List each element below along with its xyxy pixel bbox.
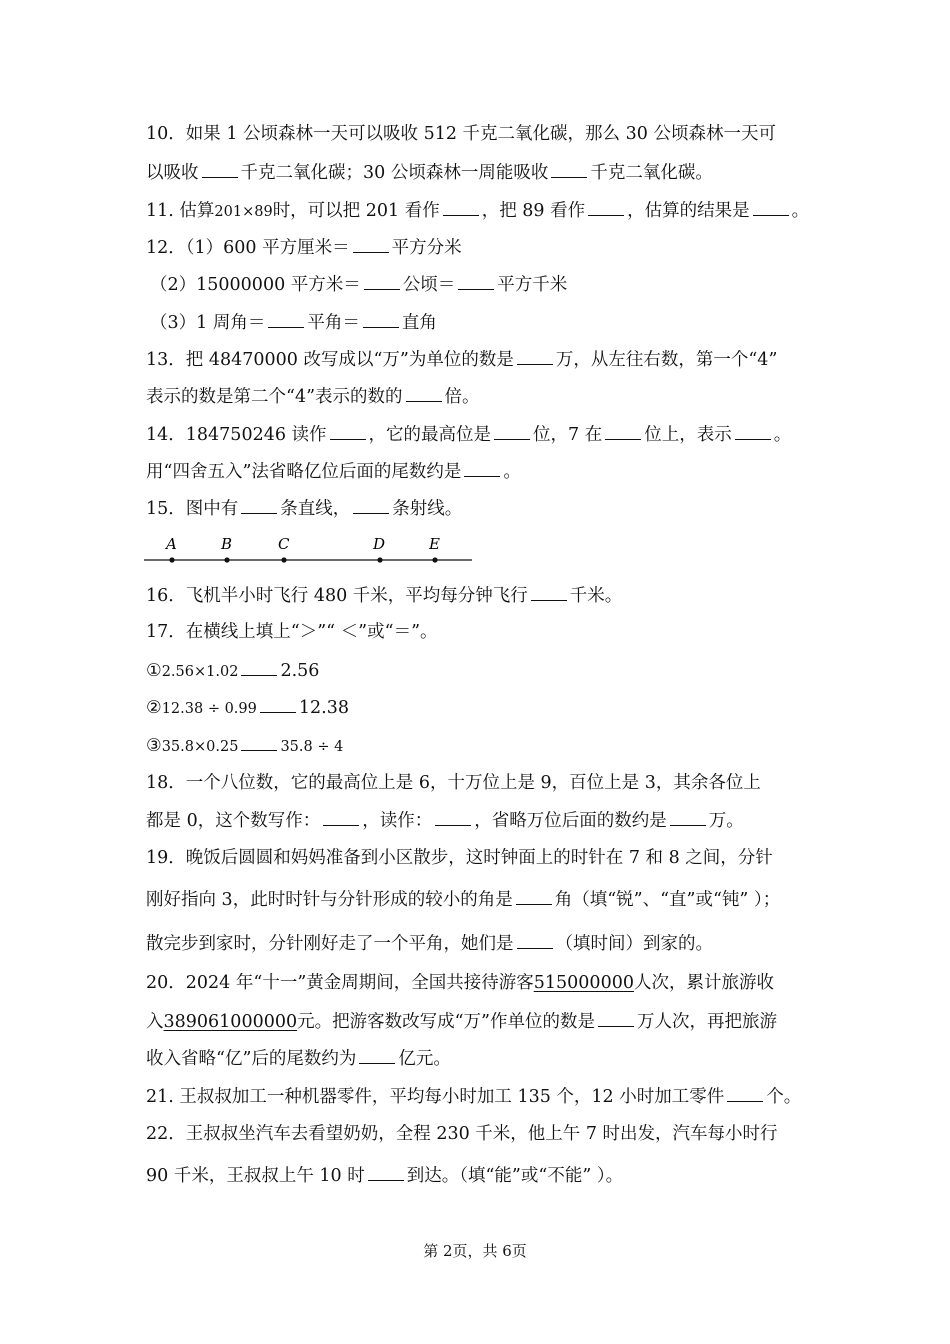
answer-blank[interactable] xyxy=(353,496,389,514)
q11-text: 时，可以把 201 看作 xyxy=(272,201,440,221)
answer-blank[interactable] xyxy=(753,198,789,216)
q17-title xyxy=(146,620,438,644)
q10-line1 xyxy=(146,122,776,146)
q22-line2 xyxy=(146,1163,623,1188)
answer-blank[interactable] xyxy=(353,235,389,253)
point-dot xyxy=(169,557,174,562)
q12-text: （2）15000000 平方米＝ xyxy=(150,275,361,295)
circled-number: ② xyxy=(146,698,162,718)
q11-text: 11. 估算 xyxy=(146,201,215,221)
answer-blank[interactable] xyxy=(406,384,442,402)
q11-text: ，把 89 看作 xyxy=(481,201,586,221)
q14-text: 位，7 在 xyxy=(533,425,603,445)
point-dot xyxy=(377,557,382,562)
answer-blank[interactable] xyxy=(323,808,359,826)
q12-line1 xyxy=(146,235,462,260)
q19-line2 xyxy=(146,887,780,912)
q15-text: 条射线。 xyxy=(392,499,463,519)
q15-line xyxy=(146,496,462,521)
q18-text: 万。 xyxy=(708,811,744,831)
q17-text: 17．在横线上填上“＞”“ ＜”或“＝”。 xyxy=(146,622,438,642)
q22-text: 90 千米，王叔叔上午 10 时 xyxy=(146,1166,365,1186)
q12-line2 xyxy=(150,272,567,297)
answer-blank[interactable] xyxy=(494,422,530,440)
q17-expression: 35.8×0.25 xyxy=(161,739,239,755)
q20-line3 xyxy=(146,1046,451,1071)
answer-blank[interactable] xyxy=(435,808,471,826)
q18-text: ，读作： xyxy=(362,811,433,831)
q10-text: 千克二氧化碳。 xyxy=(590,163,713,183)
q18-text: 18．一个八位数，它的最高位上是 6，十万位上是 9，百位上是 3，其余各位上 xyxy=(146,773,761,793)
q18-text: 都是 0，这个数写作： xyxy=(146,811,321,831)
q12-text: 平角＝ xyxy=(307,313,360,333)
q17-item2 xyxy=(146,695,349,721)
q13-line2 xyxy=(146,384,480,409)
q12-text: 直角 xyxy=(401,313,437,333)
q10-text: 10．如果 1 公顷森林一天可以吸收 512 千克二氧化碳，那么 30 公顷森林一天可 xyxy=(146,124,776,144)
q20-text: 人次，累计旅游收 xyxy=(633,973,774,993)
q21-line xyxy=(146,1084,801,1109)
answer-blank[interactable] xyxy=(359,1046,395,1064)
q20-text: 入 xyxy=(146,1012,164,1032)
point-dot xyxy=(432,557,437,562)
answer-blank[interactable] xyxy=(517,931,553,949)
q14-text: 。 xyxy=(773,425,792,445)
q20-underlined-number: 515000000 xyxy=(533,973,634,993)
q12-text: 平方分米 xyxy=(391,238,462,258)
q17-text: 2.56 xyxy=(280,661,320,681)
circled-number: ① xyxy=(146,661,162,681)
q13-line1 xyxy=(146,347,777,372)
point-label-a: A xyxy=(166,535,177,553)
q16-line xyxy=(146,583,622,608)
q12-text: （3）1 周角＝ xyxy=(150,313,266,333)
answer-blank[interactable] xyxy=(735,422,771,440)
q16-text: 千米。 xyxy=(569,586,623,606)
q13-text: 表示的数是第二个“4”表示的数的 xyxy=(146,387,403,407)
answer-blank[interactable] xyxy=(551,160,587,178)
answer-blank[interactable] xyxy=(368,1163,404,1181)
answer-blank[interactable] xyxy=(260,695,296,713)
answer-blank[interactable] xyxy=(464,459,500,477)
q20-line1 xyxy=(146,971,774,995)
q20-text: 万人次，再把旅游 xyxy=(637,1012,778,1032)
q11-line xyxy=(146,198,809,224)
answer-blank[interactable] xyxy=(588,198,624,216)
answer-blank[interactable] xyxy=(268,310,304,328)
q13-text: 万，从左往右数，第一个“4” xyxy=(555,350,778,370)
q17-item3 xyxy=(146,733,343,759)
answer-blank[interactable] xyxy=(202,160,238,178)
line-diagram xyxy=(144,532,476,566)
answer-blank[interactable] xyxy=(443,198,479,216)
q22-line1 xyxy=(146,1122,778,1146)
q19-text: 散完步到家时，分针刚好走了一个平角，她们是 xyxy=(146,934,514,954)
point-label-d: D xyxy=(373,535,386,553)
q17-expression: 35.8 ÷ 4 xyxy=(280,739,344,755)
q11-text: ，估算的结果是 xyxy=(627,201,750,221)
page-footer: 第 2页，共 6页 xyxy=(423,1242,527,1260)
q17-expression: 12.38 ÷ 0.99 xyxy=(161,701,257,717)
q21-text: 21. 王叔叔加工一种机器零件，平均每小时加工 135 个，12 小时加工零件 xyxy=(146,1087,725,1107)
answer-blank[interactable] xyxy=(516,887,552,905)
point-label-b: B xyxy=(221,535,233,553)
point-label-c: C xyxy=(278,535,290,553)
q19-text: 19．晚饭后圆圆和妈妈准备到小区散步，这时钟面上的时针在 7 和 8 之间，分针 xyxy=(146,848,773,868)
q12-line3 xyxy=(150,310,437,335)
q19-text: 刚好指向 3，此时时针与分针形成的较小的角是 xyxy=(146,890,513,910)
answer-blank[interactable] xyxy=(364,272,400,290)
q18-line2 xyxy=(146,808,744,833)
answer-blank[interactable] xyxy=(241,658,277,676)
q19-line1 xyxy=(146,846,773,870)
q21-text: 个。 xyxy=(766,1087,802,1107)
q11-text: 。 xyxy=(791,201,810,221)
q17-text: 12.38 xyxy=(298,698,349,718)
circled-number: ③ xyxy=(146,736,162,756)
answer-blank[interactable] xyxy=(605,422,641,440)
answer-blank[interactable] xyxy=(241,733,277,751)
q15-text: 15．图中有 xyxy=(146,499,239,519)
q18-text: ，省略万位后面的数约是 xyxy=(474,811,667,831)
q13-text: 13．把 48470000 改写成以“万”为单位的数是 xyxy=(146,350,514,370)
answer-blank[interactable] xyxy=(727,1084,763,1102)
answer-blank[interactable] xyxy=(670,808,706,826)
answer-blank[interactable] xyxy=(458,272,494,290)
q19-text: 角（填“锐”、“直”或“钝” ）； xyxy=(554,890,781,910)
q12-text: 12．（1）600 平方厘米＝ xyxy=(146,238,350,258)
q22-text: 22．王叔叔坐汽车去看望奶奶，全程 230 千米，他上午 7 时出发，汽车每小时行 xyxy=(146,1124,778,1144)
q20-line2 xyxy=(146,1009,777,1034)
q11-expression: 201×89 xyxy=(214,204,273,220)
answer-blank[interactable] xyxy=(517,347,553,365)
q14-text: 位上，表示 xyxy=(644,425,732,445)
answer-blank[interactable] xyxy=(531,583,567,601)
q19-text: （填时间）到家的。 xyxy=(555,934,713,954)
q20-text: 元。把游客数改写成“万”作单位的数是 xyxy=(297,1012,596,1032)
q14-line1 xyxy=(146,422,791,447)
q14-text: 14．184750246 读作 xyxy=(146,425,327,445)
line-points-figure xyxy=(144,532,476,570)
q20-text: 收入省略“亿”后的尾数约为 xyxy=(146,1049,357,1069)
q16-text: 16．飞机半小时飞行 480 千米，平均每分钟飞行 xyxy=(146,586,528,606)
q17-expression: 2.56×1.02 xyxy=(161,664,239,680)
q20-text: 亿元。 xyxy=(398,1049,451,1069)
answer-blank[interactable] xyxy=(330,422,366,440)
q20-text: 20．2024 年“十一”黄金周期间，全国共接待游客 xyxy=(146,973,534,993)
q19-line3 xyxy=(146,931,713,956)
q13-text: 倍。 xyxy=(444,387,480,407)
q18-line1 xyxy=(146,771,761,795)
q22-text: 到达。（填“能”或“不能” ）。 xyxy=(406,1166,624,1186)
point-label-e: E xyxy=(429,535,440,553)
q15-text: 条直线， xyxy=(280,499,351,519)
q12-text: 平方千米 xyxy=(497,275,568,295)
answer-blank[interactable] xyxy=(241,496,277,514)
q10-line2 xyxy=(146,160,713,185)
q17-item1 xyxy=(146,658,319,684)
q14-text: ，它的最高位是 xyxy=(368,425,492,445)
q14-text: 用“四舍五入”法省略亿位后面的尾数约是 xyxy=(146,462,462,482)
answer-blank[interactable] xyxy=(363,310,399,328)
q10-text: 千克二氧化碳；30 公顷森林一周能吸收 xyxy=(240,163,549,183)
q10-text: 以吸收 xyxy=(146,163,199,183)
point-dot xyxy=(224,557,229,562)
answer-blank[interactable] xyxy=(598,1009,634,1027)
q20-underlined-number: 389061000000 xyxy=(163,1012,298,1032)
q14-line2 xyxy=(146,459,521,484)
q14-text: 。 xyxy=(503,462,521,482)
q12-text: 公顷＝ xyxy=(402,275,456,295)
point-dot xyxy=(281,557,286,562)
